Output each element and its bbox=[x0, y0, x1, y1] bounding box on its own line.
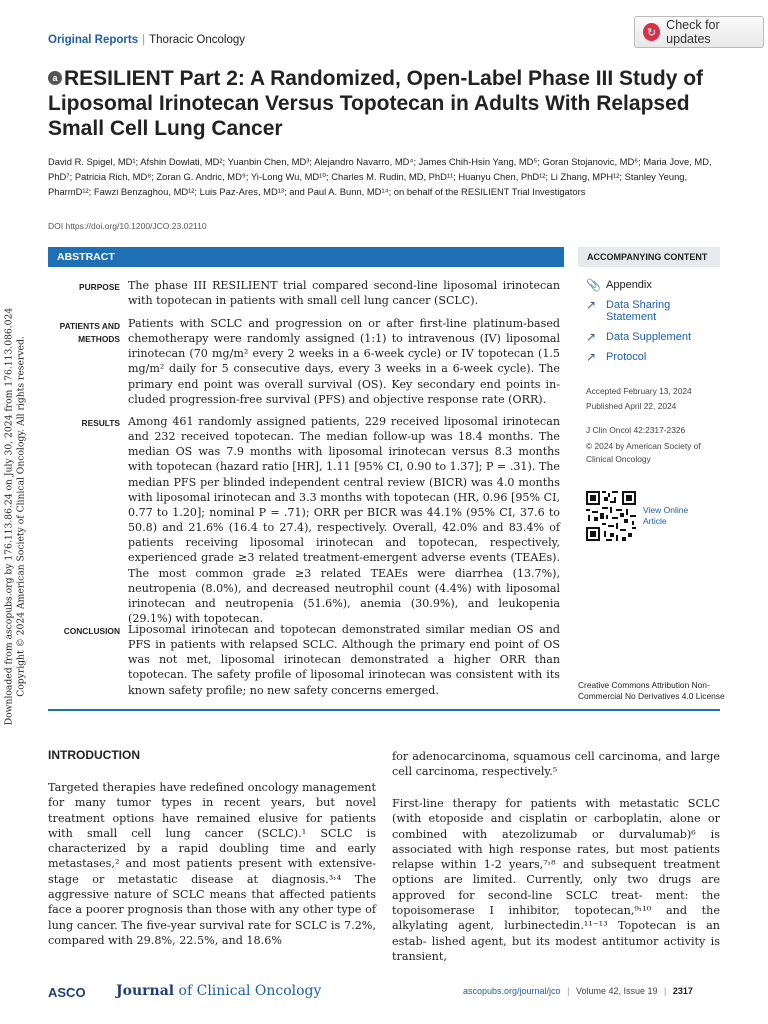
title-text: RESILIENT Part 2: A Randomized, Open-Label Phase III Study of Liposomal Irinotecan Versus Topotecan in Adults With Relapsed Small Cell Lung Cancer bbox=[48, 67, 704, 140]
methods-label bbox=[48, 320, 120, 346]
asco-logo: ASCO bbox=[48, 985, 86, 1000]
data-supplement-link[interactable] bbox=[586, 331, 691, 345]
purpose-label: PURPOSE bbox=[79, 282, 120, 292]
appendix-link[interactable] bbox=[586, 279, 652, 293]
copyright: © 2024 by American Society of Clinical Oncology bbox=[586, 441, 701, 465]
intro-right-para-1: for adenocarcinoma, squamous cell carcinoma, and large cell carcinoma, respectively.⁵ bbox=[392, 750, 720, 779]
download-notice: Downloaded from ascopubs.org by 176.113.86.24 on July 30, 2024 from 176.113.086.024 Copyright © 2024 American Society of Clinical Oncology. All rights reserved. bbox=[3, 307, 26, 726]
abstract-heading: ABSTRACT bbox=[48, 247, 564, 267]
author-list: David R. Spigel, MD¹; Afshin Dowlati, MD²; Yuanbin Chen, MD³; Alejandro Navarro, MD⁴; James Chih-Hsin Yang, MD⁵; Goran Stojanovic, MD⁶; Maria Jove, MD, PhD⁷; Patricia Rich, MD⁸; Zoran G. Andric, MD⁹; Yi-Long Wu, MD¹⁰; Charles M. Rudin, MD, PhD¹¹; Huanyu Chen, PhD¹²; Li Zhang, MPH¹²; Stanley Yeung, PharmD¹²; Fawzi Benzaghou, MD¹²; Luis Paz-Ares, MD¹³; and Paul A. Bunn, MD¹⁴; on behalf of the RESILIENT Trial Investigators bbox=[48, 156, 712, 198]
license-text: Creative Commons Attribution Non-Commercial No Derivatives 4.0 License bbox=[578, 680, 725, 701]
data-supplement-label: Data Supplement bbox=[606, 331, 691, 343]
conclusion-text: Liposomal irinotecan and topotecan demonstrated similar median OS and PFS in patients with relapsed SCLC. Although the primary end point of OS was not met, liposomal irinotecan demonstrated a higher ORR than topotecan. The safety profile of liposomal irinotecan was consistent with its known safety profile; no new safety concerns emerged. bbox=[128, 623, 560, 697]
footer-citation: ascopubs.org/journal/jco | Volume 42, Issue 19 | 2317 bbox=[463, 986, 693, 996]
section-breadcrumb: Original Reports | Thoracic Oncology bbox=[48, 34, 245, 46]
appendix-label: Appendix bbox=[606, 279, 652, 291]
data-sharing-label: Data Sharing Statement bbox=[606, 299, 671, 323]
journal-name-rest: of Clinical Oncology bbox=[174, 983, 322, 999]
external-link-icon: ↗ bbox=[586, 330, 597, 344]
intro-right-para-2: First-line therapy for patients with metastatic SCLC (with etoposide and cisplatin or carboplatin, alone or combined with atezolizumab or durvalumab)⁶ is associated with high response rates, but most patients relapse within 1-2 years,⁷˒⁸ and subsequent treatment options are limited. Currently, only two drugs are approved for second-line SCLC treat- ment: the topoisomerase I inhibitor, topotecan,⁹˒¹⁰ and the alkylating agent, lurbinectedin.¹¹⁻¹³ Topotecan is an estab- lished agent, but its modest antitumor activity is transient, bbox=[392, 797, 720, 963]
paperclip-icon: 📎 bbox=[586, 278, 601, 292]
data-sharing-link[interactable] bbox=[586, 299, 706, 323]
check-updates-label: Check for updates bbox=[666, 18, 720, 46]
protocol-label: Protocol bbox=[606, 351, 647, 363]
external-link-icon: ↗ bbox=[586, 350, 597, 364]
protocol-link[interactable] bbox=[586, 351, 646, 365]
qr-code[interactable] bbox=[586, 491, 636, 541]
view-online-link[interactable]: View Online Article bbox=[643, 505, 689, 526]
abstract-divider bbox=[48, 709, 720, 711]
methods-text: Patients with SCLC and progression on or after first-line platinum-based chemotherapy were randomly assigned (1:1) to intravenous (IV) liposomal irinotecan (70 mg/m² every 2 weeks in a 6-week cycle) or IV topotecan (1.5 mg/m² daily for 5 consecutive days, every 3 weeks in a 6-week cycle). The primary end point was overall survival (OS). Key secondary end points in- cluded progression-free survival (PFS) and objective response rate (ORR). bbox=[128, 317, 560, 406]
methods-label-line1: PATIENTS AND bbox=[59, 321, 120, 331]
accompanying-heading: ACCOMPANYING CONTENT bbox=[578, 247, 720, 267]
volume-issue: Volume 42, Issue 19 bbox=[575, 986, 658, 996]
check-updates-button[interactable] bbox=[634, 16, 764, 48]
journal-logo bbox=[116, 983, 321, 999]
journal-url[interactable]: ascopubs.org/journal/jco bbox=[463, 986, 561, 996]
results-label: RESULTS bbox=[81, 418, 120, 428]
conclusion-label: CONCLUSION bbox=[63, 626, 120, 636]
purpose-text: The phase III RESILIENT trial compared second-line liposomal irinotecan with topotecan in patients with small cell lung cancer (SCLC). bbox=[128, 279, 560, 308]
methods-label-line2: METHODS bbox=[78, 334, 120, 344]
doi-link[interactable]: DOI https://doi.org/10.1200/JCO.23.02110 bbox=[48, 221, 207, 231]
accepted-date: Accepted February 13, 2024 bbox=[586, 386, 692, 396]
published-date: Published April 22, 2024 bbox=[586, 401, 677, 411]
citation: J Clin Oncol 42:2317-2326 bbox=[586, 425, 686, 435]
section-link[interactable]: Original Reports bbox=[48, 34, 139, 46]
subsection-label: Thoracic Oncology bbox=[149, 34, 245, 46]
journal-name: Journal bbox=[116, 983, 175, 999]
refresh-icon: ↻ bbox=[643, 23, 660, 41]
open-access-icon: a bbox=[48, 71, 62, 85]
external-link-icon: ↗ bbox=[586, 298, 597, 312]
page-number: 2317 bbox=[672, 986, 693, 996]
intro-left-column: Targeted therapies have redefined oncology management for many tumor types in recent years, but novel treatment options have remained elusive for patients with small cell lung cancer (SCLC).¹ SCLC is characterized by a rapid doubling time and early metastases,² and most patients present with extensive-stage or metastatic disease at diagnosis.³˒⁴ The aggressive nature of SCLC means that affected patients face a poorer prognosis than those with any other type of lung cancer. The five-year survival rate for SCLC is 7.2%, compared with 29.8%, 22.5%, and 18.6% bbox=[48, 781, 376, 947]
results-text: Among 461 randomly assigned patients, 229 received liposomal irinotecan and 232 received topotecan. The median follow-up was 18.4 months. The median OS was 7.9 months with liposomal irinotecan versus 8.3 months with topotecan (hazard ratio [HR], 1.11 [95% CI, 0.90 to 1.37]; P = .31). The median PFS per blinded independent central review (BICR) was 4.0 months with liposomal irinotecan and 3.3 months with topotecan (HR, 0.96 [95% CI, 0.77 to 1.20]; nominal P = .71); ORR per BICR was 44.1% (95% CI, 37.6 to 50.8) and 21.6% (16.4 to 27.4), respectively. Overall, 42.0% and 83.4% of patients receiving liposomal irinotecan and topotecan, respectively, experienced grade ≥3 related treatment-emergent adverse events (TEAEs). The most common grade ≥3 related TEAEs were diarrhea (13.7%), neutropenia (8.0%), and decreased neutrophil count (4.4%) with liposomal irinotecan and neutropenia (51.6%), anemia (30.9%), and leukopenia (29.1%) with topotecan. bbox=[128, 415, 560, 626]
introduction-heading: INTRODUCTION bbox=[48, 748, 140, 762]
article-title bbox=[48, 66, 728, 141]
